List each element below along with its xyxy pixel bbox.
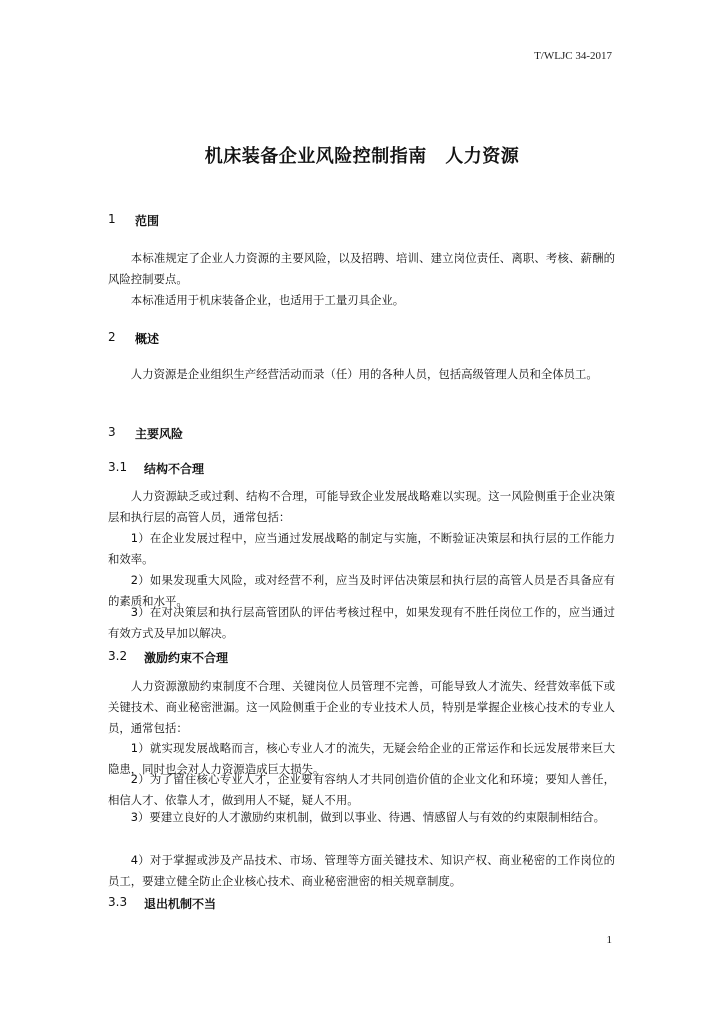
section-3-heading <box>108 425 183 442</box>
section-1-heading <box>108 212 159 229</box>
section-3-2-heading <box>108 649 228 666</box>
paragraph: 人力资源缺乏或过剩、结构不合理，可能导致企业发展战略难以实现。这一风险侧重于企业决策层和执行层的高管人员，通常包括： <box>108 489 615 524</box>
section-2-heading <box>108 330 159 347</box>
page-number: 1 <box>606 934 612 946</box>
standard-code: T/WLJC 34-2017 <box>534 50 612 62</box>
section-title: 结构不合理 <box>144 462 205 476</box>
section-number: 3 <box>108 425 116 439</box>
section-title: 范围 <box>135 214 160 228</box>
document-title: 机床装备企业风险控制指南 人力资源 <box>204 146 520 167</box>
section-3-3-heading <box>108 895 216 912</box>
paragraph: 人力资源是企业组织生产经营活动而录（任）用的各种人员，包括高级管理人员和全体员工。 <box>130 367 598 381</box>
section-title: 激励约束不合理 <box>144 651 229 665</box>
paragraph: 2）如果发现重大风险，或对经营不利，应当及时评估决策层和执行层的高管人员是否具备应有的素质和水平。 <box>108 573 615 608</box>
paragraph: 本标准适用于机床装备企业，也适用于工量刃具企业。 <box>130 293 405 307</box>
section-number: 3.1 <box>108 460 128 474</box>
paragraph: 3）在对决策层和执行层高管团队的评估考核过程中，如果发现有不胜任岗位工作的，应当通过有效方式及早加以解决。 <box>108 605 615 640</box>
section-number: 1 <box>108 212 116 226</box>
paragraph: 2）为了留住核心专业人才，企业要有容纳人才共同创造价值的企业文化和环境；要知人善任，相信人才、依靠人才，做到用人不疑，疑人不用。 <box>108 772 615 807</box>
paragraph: 本标准规定了企业人力资源的主要风险，以及招聘、培训、建立岗位责任、离职、考核、薪酬的风险控制要点。 <box>108 251 615 286</box>
paragraph: 3）要建立良好的人才激励约束机制，做到以事业、待遇、情感留人与有效的约束限制相结合。 <box>130 810 606 824</box>
paragraph: 4）对于掌握或涉及产品技术、市场、管理等方面关键技术、知识产权、商业秘密的工作岗位的员工，要建立健全防止企业核心技术、商业秘密泄密的相关规章制度。 <box>108 853 615 888</box>
section-number: 3.2 <box>108 649 128 663</box>
paragraph: 人力资源激励约束制度不合理、关键岗位人员管理不完善，可能导致人才流失、经营效率低下或关键技术、商业秘密泄漏。这一风险侧重于企业的专业技术人员，特别是掌握企业核心技术的专业人员，通常包括： <box>108 679 615 735</box>
section-title: 主要风险 <box>135 427 184 441</box>
section-title: 概述 <box>135 332 160 346</box>
section-3-1-heading <box>108 460 204 477</box>
paragraph: 1）就实现发展战略而言，核心专业人才的流失，无疑会给企业的正常运作和长远发展带来巨大隐患，同时也会对人力资源造成巨大损失。 <box>108 741 615 776</box>
section-number: 2 <box>108 330 116 344</box>
section-title: 退出机制不当 <box>144 897 217 911</box>
section-number: 3.3 <box>108 895 128 909</box>
paragraph: 1）在企业发展过程中，应当通过发展战略的制定与实施，不断验证决策层和执行层的工作能力和效率。 <box>108 531 615 566</box>
